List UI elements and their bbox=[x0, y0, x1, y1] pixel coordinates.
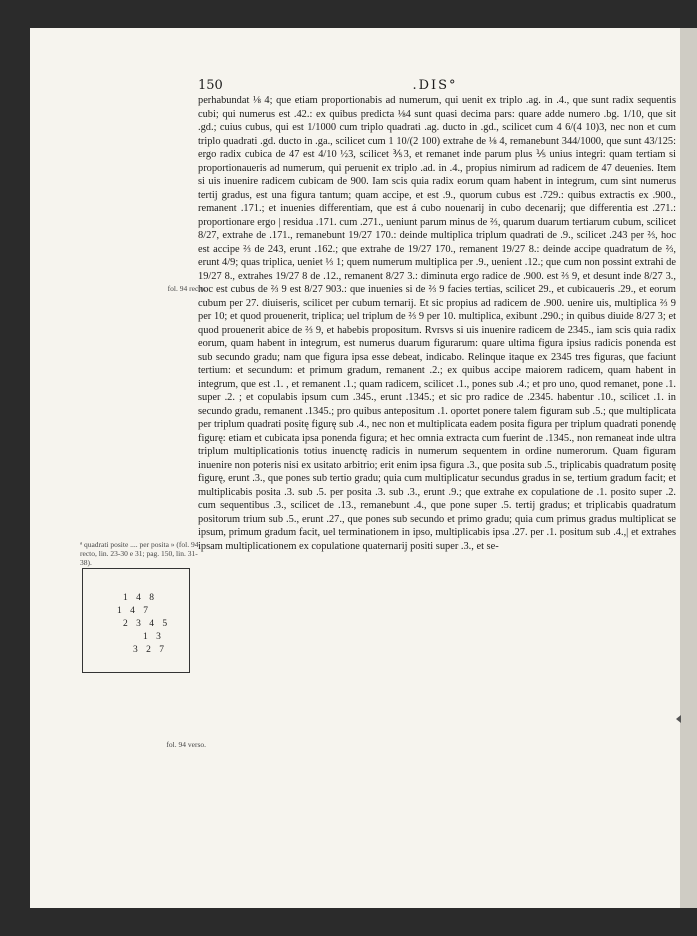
margin-footnote: ª quadrati posite .... per posita » (fol. 94 recto, lin. 23-30 e 31; pag. 150, lin. 31-38). bbox=[80, 540, 199, 567]
margin-fol-verso: fol. 94 verso. bbox=[166, 740, 206, 749]
paragraph: perhabundat ⅛ 4; que etiam proportionabis ad numerum, qui uenit ex triplo .ag. in .4., que sunt radix sequentis cubi; qui numerus est .42.: ex quibus predicta ⅛4 sunt quasi decima pars: quare adde numero .bg. 1/10, que sit .gd.; cuius cubus, qui est 1/1000 cum triplo quadrati .ag. ducto in .gd., scilicet cum 4 6/(4 10)3, nec non et cum triplo quadrati .gd. ducto in .ga., scilicet cum 1 10/(2 100) extrahe de ⅛ 4, remanebunt 344/1000, que sunt 43/125: ergo radix cubica de 47 est 4/10 ½3, scilicet ⅗3, et remanet inde parum plus ⅕ unius integri: quam tertiam si proportionaueris ad numerum, qui peruenit ex triplo .ad. in .4., propius nimirum ad radicem de 47 deuenies. Item si uis inuenire radicem cubicam de 900. Iam scis quia radix eorum quam habent in integrum, cum sint numerus tertij gradus, est una figura tantum; quam accipe, et est .9., quorum cubus est .729.: quibus extractis ex .900., remanent .171.; et inuenies differentiam, que est á cubo nouenarij in cubo decenarij; que differentia est .271.: proportionare ergo | residua .171. cum .271., ueniunt parum minus de ⅔, quarum duarum tertiarum cubum, scilicet 8/27, extrahe de .171., remanebunt 19/27 170.: deinde multiplica triplum quadrati de .9., scilicet .243 per ⅔, hoc est accipe ⅔ de 243, erunt .162.; que extrahe de 19/27 170., remanent 19/27 8.: deinde accipe quadratum de ⅔, erunt 4/9; quas triplica, ueniet ⅓ 1; quem numerum multiplica per .9., uenient .12.; que cum non possint extrahi de 19/27 8., extrahes 19/27 8 de .12., remanent 8/27 3.: diminuta ergo radice de .900. est ⅔ 9, et desunt inde 8/27 3., hoc est cubus de ⅔ 9 est 8/27 903.: que inuenies si de ⅔ 9 facies tertias, scilicet 29., et cubicaueris .29., et eorum cubum per 27. diuiseris, scilicet per cubum ternarij. Et sic propius ad radicem de .900. uenire uis, multiplica ⅔ 9 per 10; et quod prouenerit, triplica; uel triplum de ⅔ 9 per 10. multiplica, exibunt .290.; in quibus diuide 8/27 3; et quod prouenerit abice de ⅔ 9, et habebis propositum. Rvrsvs si uis inuenire radicem de 2345., iam scis quia radix eorum, quam habent in integrum, est numerus duarum figurarum: quare ultima figura ipsius radicis ponenda est sub secundo gradu; nam que figura ipsa esse debeat, indicabo. Relinque itaque ex 2345 tres figuras, que faciunt tertium: et secundum: et primum gradum, remanent .2.; ex quibus accipe maiorem radicem, quam habent in integrum, que est .1. , et remanent .1.; quam radicem, scilicet .1., pones sub .4.; et pro uno, quod remanet, pone .1. super .2. ; et copulabis ipsum cum .345., erunt .1345.; et sic pro radice de .2345. habentur .10., scilicet .1. in secundo gradu, remanent .1345.; pro quibus antepositum .1. oportet ponere talem figuram sub .5.; que multiplicata per triplum quadrati positę figurę sub .4., nec non et multiplicata eadem posita figura per triplum quadrati ponendę figurę: etiam et cubicata ipsa ponenda figura; et hec omnia extracta cum fuerint de .1345., non remaneat inde ultra triplum multiplicationis totius inuenctę radicis in numerum sequentem in ordine numerorum. Quam figuram inuenire non poteris nisi ex usitato arbitrio; erit enim ipsa figura .3., que posita sub .5., triplicabis quadratum positę figurę, erunt .3., que pones sub tertio gradu; quia cum multiplicatur secundus gradus in se, tertium gradum facit; et multiplicabis posita .3. sub .5. per posita .3. sub .3., erunt .9.; que extrahe ex copulatione de .1. posito super .2. cum sequentibus .3., scilicet de .13., remanebunt .4., que pone super .5. tertij gradus; et triplicabis quadratum positorum trium sub .5., erunt .27., que pones sub secundo et primo gradu; quia cum primus gradus multiplicat se ipsum, primum gradum facit, uel terminationem in ipso, multiplicabis ipsa .27. per .1. positum sub .4.,| et extrahes ipsam multiplicationem ex copulatione quaternarij positi super .3., et se- bbox=[198, 95, 676, 552]
numbox-row: 2 3 4 5 bbox=[123, 619, 171, 629]
numbox-row: 1 3 bbox=[143, 632, 164, 642]
main-text bbox=[198, 94, 676, 764]
page-number: 150 bbox=[198, 78, 223, 93]
running-title: .DIS° bbox=[412, 78, 458, 93]
edge-arrow-icon bbox=[676, 715, 681, 723]
margin-fol-recto: fol. 94 recto. bbox=[167, 284, 206, 293]
numbox-row: 1 4 7 bbox=[117, 606, 151, 616]
numbox-row: 1 4 8 bbox=[123, 593, 157, 603]
number-diagram bbox=[82, 568, 190, 673]
numbox-row: 3 2 7 bbox=[133, 645, 167, 655]
page-edge bbox=[680, 28, 697, 908]
